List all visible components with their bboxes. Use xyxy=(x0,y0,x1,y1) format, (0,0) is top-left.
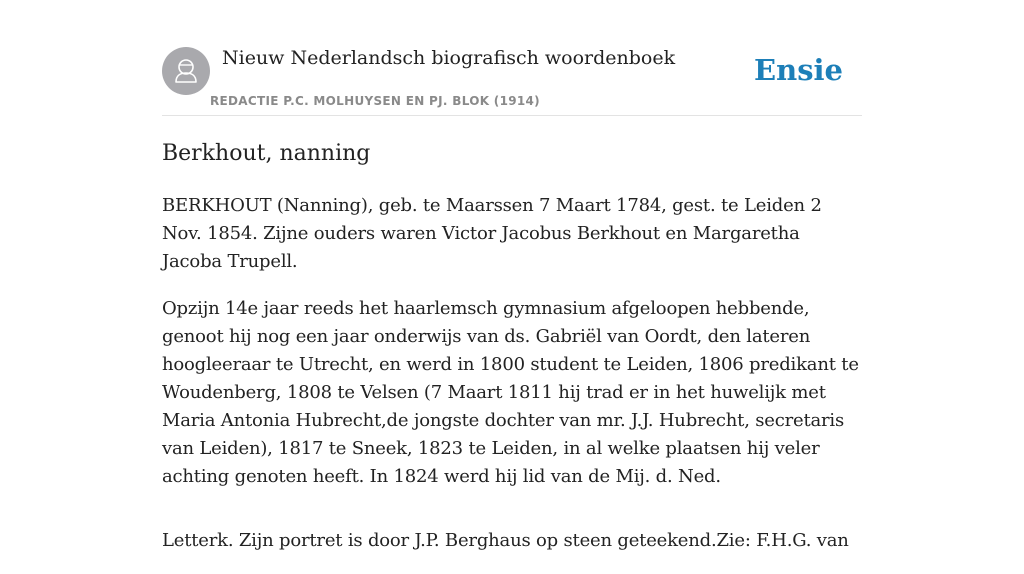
source-subtitle: REDACTIE P.C. MOLHUYSEN EN PJ. BLOK (1914) xyxy=(210,94,540,108)
ensie-logo-link[interactable]: Ensie xyxy=(754,53,843,87)
article xyxy=(162,138,862,574)
source-title[interactable]: Nieuw Nederlandsch biografisch woordenboek xyxy=(222,47,676,69)
article-paragraph: BERKHOUT (Nanning), geb. te Maarssen 7 Maart 1784, gest. te Leiden 2 Nov. 1854. Zijne ouders waren Victor Jacobus Berkhout en Margaretha Jacoba Trupell. xyxy=(162,195,822,272)
article-paragraph: Letterk. Zijn portret is door J.P. Berghaus op steen geteekend.Zie: F.H.G. van xyxy=(162,530,849,551)
article-paragraph: Opzijn 14e jaar reeds het haarlemsch gymnasium afgeloopen hebbende, genoot hij nog een jaar onderwijs van ds. Gabriël van Oordt, den lateren hoogleeraar te Utrecht, en werd in 1800 student te Leiden, 1806 predikant te Woudenberg, 1808 te Velsen (7 Maart 1811 hij trad er in het huwelijk met Maria Antonia Hubrecht,de jongste dochter van mr. J.J. Hubrecht, secretaris van Leiden), 1817 te Sneek, 1823 te Leiden, in al welke plaatsen hij veler achting genoten heeft. In 1824 werd hij lid van de Mij. d. Ned. xyxy=(162,298,859,487)
article-title: Berkhout, nanning xyxy=(162,141,371,166)
source-header xyxy=(162,38,862,116)
person-icon xyxy=(162,47,210,95)
